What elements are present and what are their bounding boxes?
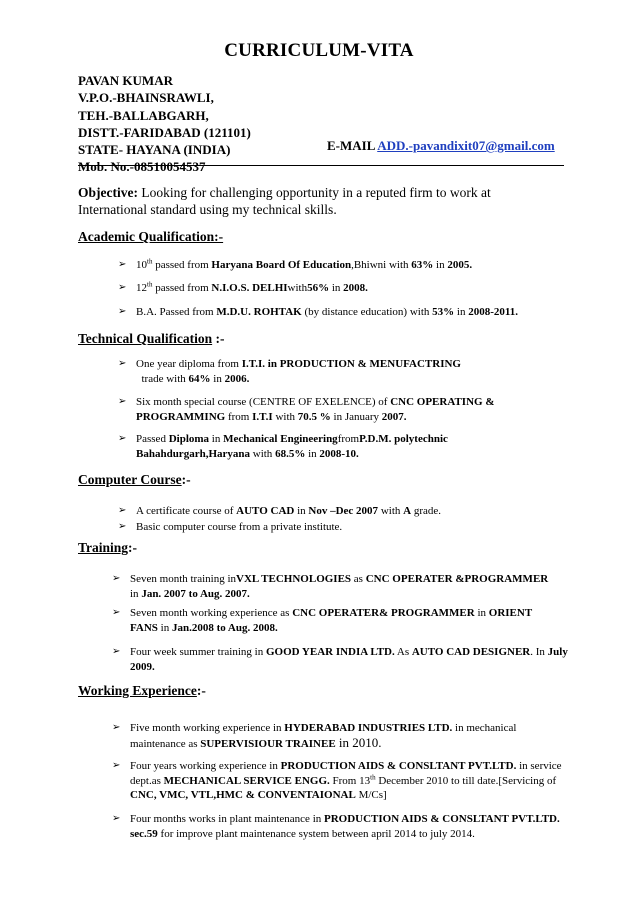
bullet-arrow-icon: ➢ xyxy=(118,306,127,317)
objective-label: Objective: xyxy=(78,185,138,200)
address-line-3: DISTT.-FARIDABAD (121101) xyxy=(78,124,251,140)
candidate-name: PAVAN KUMAR xyxy=(78,73,173,88)
objective-paragraph xyxy=(78,184,548,218)
technical-heading: Technical Qualification :- xyxy=(78,331,225,346)
working-item-2: ➢ Four years working experience in PRODUCTION AIDS & CONSLTANT PVT.LTD. in service dept.as MECHANICAL SERVICE ENGG. From 13th December 2010 to till date.[Servicing of CNC, VMC, VTL,HMC & CONVENTAIONAL M/Cs] xyxy=(112,760,562,801)
bullet-arrow-icon: ➢ xyxy=(118,433,127,444)
computer-item-1: ➢ A certificate course of AUTO CAD in Nov –Dec 2007 with A grade. xyxy=(118,505,442,517)
academic-item-3: ➢ B.A. Passed from M.D.U. ROHTAK (by distance education) with 53% in 2008-2011. xyxy=(118,306,519,318)
computer-item-2: ➢ Basic computer course from a private institute. xyxy=(118,521,343,533)
document-title: CURRICULUM-VITA xyxy=(224,40,414,61)
academic-heading: Academic Qualification:- xyxy=(78,229,224,244)
academic-item-2: ➢ 12th passed from N.I.O.S. DELHIwith56% in 2008. xyxy=(118,280,368,294)
training-heading: Training:- xyxy=(78,540,138,555)
training-item-2: ➢ Seven month working experience as CNC OPERATER& PROGRAMMER in ORIENT FANS in Jan.2008 to Aug. 2008. xyxy=(112,607,533,634)
training-item-1: ➢ Seven month training inVXL TECHNOLOGIES as CNC OPERATER &PROGRAMMER in Jan. 2007 to Aug. 2007. xyxy=(112,573,549,600)
bullet-arrow-icon: ➢ xyxy=(118,282,127,293)
bullet-arrow-icon: ➢ xyxy=(112,607,121,618)
working-heading: Working Experience:- xyxy=(78,683,206,698)
mobile-number: Mob. No.-08510054537 xyxy=(78,159,206,175)
state-line: STATE- HAYANA (INDIA) xyxy=(78,142,231,158)
bullet-arrow-icon: ➢ xyxy=(118,521,127,532)
email-line xyxy=(327,138,555,154)
email-label: E-MAIL xyxy=(327,138,375,153)
academic-item-1: ➢ 10th passed from Haryana Board Of Education,Bhiwni with 63% in 2005. xyxy=(118,257,473,271)
bullet-arrow-icon: ➢ xyxy=(112,573,121,584)
bullet-arrow-icon: ➢ xyxy=(118,396,127,407)
bullet-arrow-icon: ➢ xyxy=(112,722,121,733)
bullet-arrow-icon: ➢ xyxy=(112,813,121,824)
working-item-3: ➢ Four months works in plant maintenance in PRODUCTION AIDS & CONSLTANT PVT.LTD. sec.59 for improve plant maintenance system between april 2014 to july 2014. xyxy=(112,813,560,840)
technical-item-2: ➢ Six month special course (CENTRE OF EXELENCE) of CNC OPERATING & PROGRAMMING from I.T.I with 70.5 % in January 2007. xyxy=(118,396,495,423)
working-item-1: ➢ Five month working experience in HYDERABAD INDUSTRIES LTD. in mechanical maintenance as SUPERVISIOUR TRAINEE in 2010. xyxy=(112,722,517,750)
bullet-arrow-icon: ➢ xyxy=(118,505,127,516)
technical-item-3: ➢ Passed Diploma in Mechanical EngineeringfromP.D.M. polytechnic Bahahdurgarh,Haryana with 68.5% in 2008-10. xyxy=(118,433,448,460)
bullet-arrow-icon: ➢ xyxy=(118,358,127,369)
bullet-arrow-icon: ➢ xyxy=(112,760,121,771)
computer-heading: Computer Course:- xyxy=(78,472,191,487)
header-divider xyxy=(78,165,564,166)
training-item-3: ➢ Four week summer training in GOOD YEAR INDIA LTD. As AUTO CAD DESIGNER. In July 2009. xyxy=(112,646,568,673)
contact-header xyxy=(78,72,558,176)
objective-text: Looking for challenging opportunity in a reputed firm to work at International standard using my technical skills. xyxy=(78,185,491,217)
technical-item-1: ➢ One year diploma from I.T.I. in PRODUCTION & MENUFACTRING trade with 64% in 2006. xyxy=(118,358,461,385)
bullet-arrow-icon: ➢ xyxy=(112,646,121,657)
bullet-arrow-icon: ➢ xyxy=(118,259,127,270)
address-line-1: V.P.O.-BHAINSRAWLI, xyxy=(78,90,214,106)
address-line-2: TEH.-BALLABGARH, xyxy=(78,107,209,123)
email-link[interactable]: ADD.-pavandixit07@gmail.com xyxy=(377,138,555,153)
